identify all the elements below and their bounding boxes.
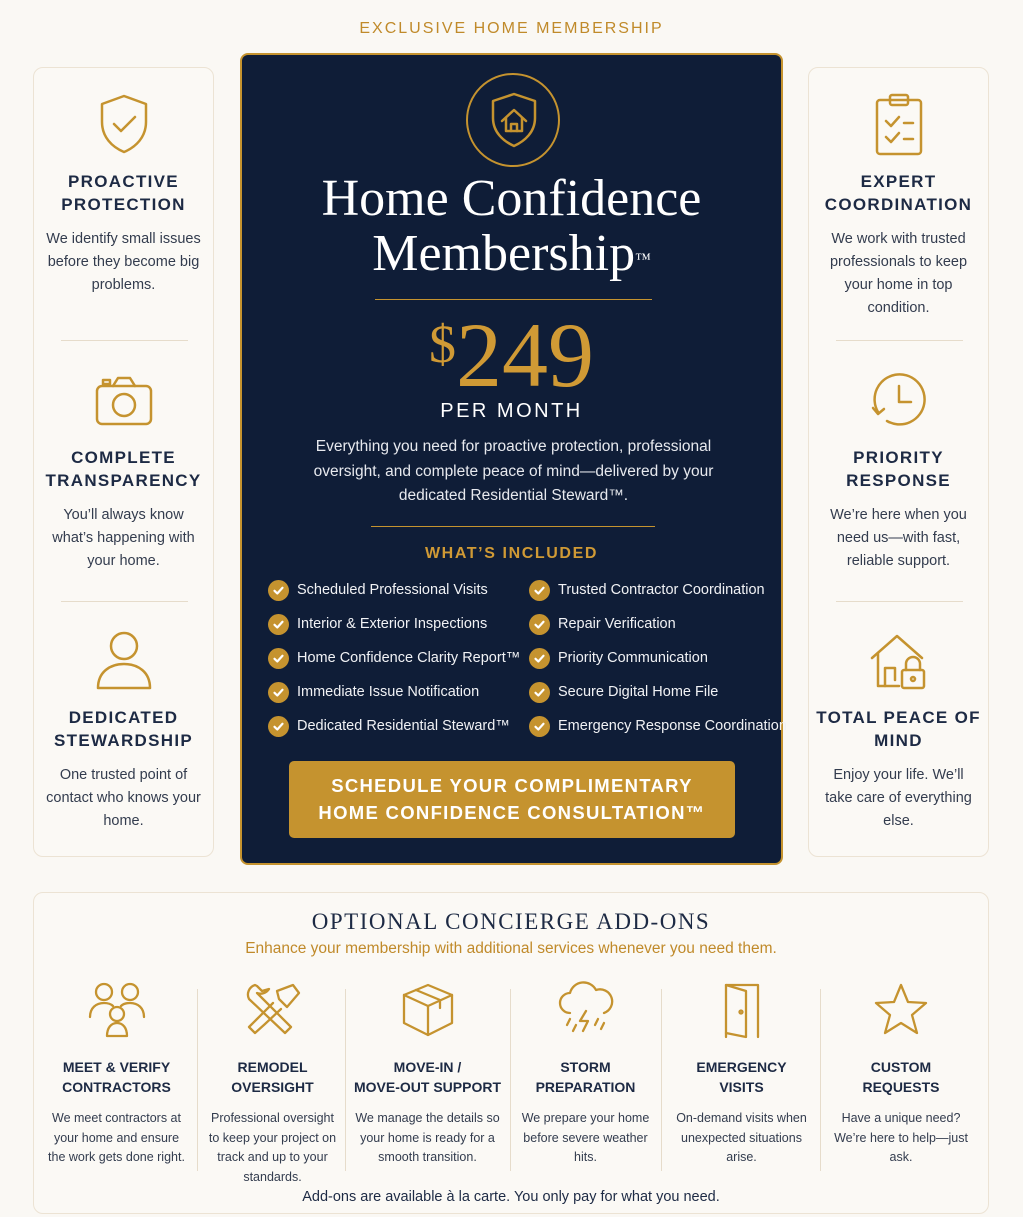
feature-priority-response bbox=[809, 368, 988, 573]
price-currency: $ bbox=[429, 314, 456, 374]
check-icon bbox=[529, 716, 550, 737]
included-item-label: Scheduled Professional Visits bbox=[297, 582, 488, 598]
left-features-card bbox=[33, 67, 214, 857]
addon-text: Have a unique need? We’re here to help—just ask. bbox=[834, 1111, 968, 1164]
list-item bbox=[268, 675, 520, 709]
feature-text: We identify small issues before they become big problems. bbox=[46, 231, 201, 293]
feature-dedicated-stewardship bbox=[34, 628, 213, 833]
addons-card bbox=[33, 892, 989, 1214]
list-item bbox=[529, 607, 787, 641]
addons-footer-note: Add-ons are available à la carte. You only pay for what you need. bbox=[302, 1189, 720, 1205]
divider bbox=[836, 601, 963, 602]
schedule-consultation-button[interactable] bbox=[289, 761, 735, 838]
membership-title-line2: Membership bbox=[372, 225, 636, 282]
feature-title: TOTAL PEACE OF MIND bbox=[816, 708, 981, 750]
list-item bbox=[529, 573, 787, 607]
camera-icon bbox=[94, 368, 154, 432]
box-icon bbox=[398, 981, 458, 1039]
included-item-label: Dedicated Residential Steward™ bbox=[297, 718, 510, 734]
door-icon bbox=[712, 981, 772, 1039]
addon-meet-verify-contractors bbox=[44, 981, 189, 1168]
eyebrow-heading: EXCLUSIVE HOME MEMBERSHIP bbox=[359, 20, 664, 37]
included-item-label: Interior & Exterior Inspections bbox=[297, 616, 488, 632]
house-shield-badge-icon bbox=[466, 73, 560, 167]
tools-icon bbox=[243, 981, 303, 1039]
addon-storm-preparation bbox=[515, 981, 656, 1168]
clock-icon bbox=[869, 368, 929, 432]
addons-subtitle: Enhance your membership with additional services whenever you need them. bbox=[245, 940, 777, 957]
addon-remodel-oversight bbox=[204, 981, 341, 1187]
addon-emergency-visits bbox=[668, 981, 815, 1168]
right-features-card bbox=[808, 67, 989, 857]
addon-title-line1: STORM bbox=[560, 1059, 611, 1075]
divider bbox=[661, 989, 662, 1171]
addon-title-line2: CONTRACTORS bbox=[62, 1079, 171, 1095]
feature-proactive-protection bbox=[34, 92, 213, 297]
feature-text: One trusted point of contact who knows your home. bbox=[46, 767, 201, 829]
description-rule bbox=[371, 526, 655, 527]
addon-title-line2: OVERSIGHT bbox=[231, 1079, 314, 1095]
included-list-right bbox=[529, 573, 787, 743]
house-lock-icon bbox=[869, 628, 929, 692]
included-item-label: Trusted Contractor Coordination bbox=[558, 582, 765, 598]
feature-text: You’ll always know what’s happening with your home. bbox=[52, 507, 195, 569]
divider bbox=[820, 989, 821, 1171]
clipboard-check-icon bbox=[869, 92, 929, 156]
addon-title-line1: REMODEL bbox=[237, 1059, 308, 1075]
star-icon bbox=[871, 981, 931, 1039]
addon-text: On-demand visits when unexpected situations arise. bbox=[676, 1111, 807, 1164]
divider bbox=[345, 989, 346, 1171]
divider bbox=[836, 340, 963, 341]
addon-title-line2: REQUESTS bbox=[862, 1079, 940, 1095]
membership-title bbox=[242, 171, 781, 281]
addon-custom-requests bbox=[828, 981, 974, 1168]
membership-description: Everything you need for proactive protection, professional oversight, and complete peace of mind—delivered by your dedicated Residential Steward™. bbox=[313, 438, 714, 504]
check-icon bbox=[268, 648, 289, 669]
list-item bbox=[268, 573, 520, 607]
included-item-label: Emergency Response Coordination bbox=[558, 718, 787, 734]
list-item bbox=[268, 641, 520, 675]
cta-line2: HOME CONFIDENCE CONSULTATION™ bbox=[318, 802, 706, 823]
list-item bbox=[529, 641, 787, 675]
addon-title-line2: MOVE-OUT SUPPORT bbox=[353, 1079, 501, 1095]
check-icon bbox=[268, 580, 289, 601]
membership-title-line1: Home Confidence bbox=[321, 170, 702, 227]
whats-included-title: WHAT’S INCLUDED bbox=[424, 545, 599, 562]
check-icon bbox=[529, 614, 550, 635]
check-icon bbox=[529, 682, 550, 703]
addon-title-line1: EMERGENCY bbox=[696, 1059, 787, 1075]
addon-text: We prepare your home before severe weather hits. bbox=[521, 1111, 650, 1164]
addon-text: Professional oversight to keep your project on track and up to your standards. bbox=[208, 1111, 337, 1184]
feature-title: DEDICATED STEWARDSHIP bbox=[54, 708, 193, 750]
storm-cloud-icon bbox=[556, 981, 616, 1039]
check-icon bbox=[268, 614, 289, 635]
feature-text: Enjoy your life. We’ll take care of everything else. bbox=[825, 767, 972, 829]
list-item bbox=[268, 709, 520, 743]
feature-text: We work with trusted professionals to keep your home in top condition. bbox=[829, 231, 968, 316]
addon-title-line1: CUSTOM bbox=[870, 1059, 932, 1075]
included-item-label: Immediate Issue Notification bbox=[297, 684, 480, 700]
feature-title: EXPERT COORDINATION bbox=[824, 172, 973, 214]
included-list-left bbox=[268, 573, 520, 743]
list-item bbox=[529, 675, 787, 709]
membership-card bbox=[240, 53, 787, 865]
people-icon bbox=[87, 981, 147, 1039]
shield-check-icon bbox=[94, 92, 154, 156]
addon-text: We meet contractors at your home and ensure the work gets done right. bbox=[48, 1111, 185, 1164]
check-icon bbox=[268, 682, 289, 703]
addon-text: We manage the details so your home is ready for a smooth transition. bbox=[355, 1111, 500, 1164]
trademark-mark: ™ bbox=[635, 251, 651, 268]
check-icon bbox=[529, 648, 550, 669]
addon-title-line1: MOVE-IN / bbox=[393, 1059, 462, 1075]
price-amount: 249 bbox=[456, 304, 594, 406]
feature-title: COMPLETE TRANSPARENCY bbox=[45, 448, 202, 490]
check-icon bbox=[268, 716, 289, 737]
divider bbox=[61, 340, 188, 341]
addon-title-line2: VISITS bbox=[719, 1079, 764, 1095]
included-item-label: Priority Communication bbox=[558, 650, 708, 666]
divider bbox=[61, 601, 188, 602]
included-item-label: Repair Verification bbox=[558, 616, 676, 632]
feature-title: PRIORITY RESPONSE bbox=[846, 448, 951, 490]
title-rule bbox=[375, 299, 652, 300]
check-icon bbox=[529, 580, 550, 601]
addon-move-in-move-out-support bbox=[350, 981, 505, 1168]
person-icon bbox=[94, 628, 154, 692]
feature-text: We’re here when you need us—with fast, reliable support. bbox=[830, 507, 967, 569]
divider bbox=[510, 989, 511, 1171]
included-item-label: Secure Digital Home File bbox=[558, 684, 719, 700]
feature-title: PROACTIVE PROTECTION bbox=[61, 172, 186, 214]
price-period: PER MONTH bbox=[440, 400, 583, 422]
list-item bbox=[529, 709, 787, 743]
addon-title-line2: PREPARATION bbox=[535, 1079, 636, 1095]
cta-line1: SCHEDULE YOUR COMPLIMENTARY bbox=[331, 775, 693, 796]
included-item-label: Home Confidence Clarity Report™ bbox=[297, 650, 521, 666]
list-item bbox=[268, 607, 520, 641]
price bbox=[242, 305, 781, 405]
feature-expert-coordination bbox=[809, 92, 988, 320]
divider bbox=[197, 989, 198, 1171]
feature-total-peace-of-mind bbox=[809, 628, 988, 833]
addon-title-line1: MEET & VERIFY bbox=[62, 1059, 171, 1075]
addons-title: OPTIONAL CONCIERGE ADD-ONS bbox=[311, 909, 711, 934]
feature-complete-transparency bbox=[34, 368, 213, 573]
